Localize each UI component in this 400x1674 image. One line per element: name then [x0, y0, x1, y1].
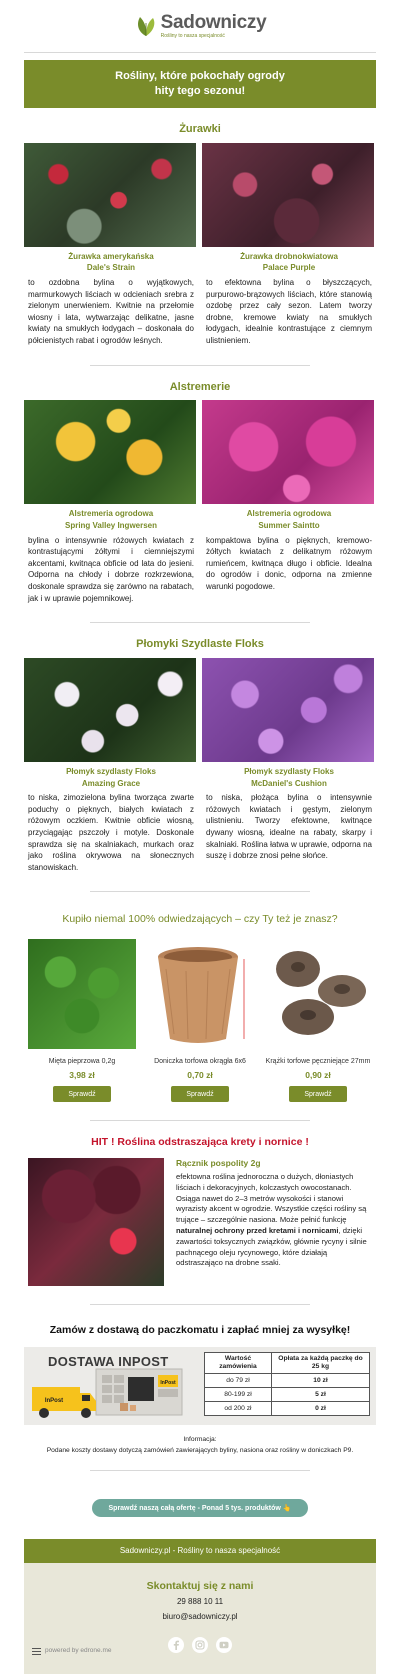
powered-by[interactable] — [32, 1647, 112, 1656]
header-divider — [24, 52, 376, 53]
peat-pot-icon — [146, 939, 254, 1049]
plant-photo[interactable] — [202, 400, 374, 504]
check-product-button[interactable]: Sprawdź — [53, 1086, 111, 1102]
table-header: Wartość zamówienia — [205, 1352, 272, 1373]
contact-title: Skontaktuj się z nami — [146, 1580, 254, 1593]
facebook-icon[interactable] — [168, 1637, 184, 1653]
table-row: 80-199 zł 5 zł — [205, 1387, 370, 1401]
plant-name[interactable]: Płomyk szydlasty Floks McDaniel's Cushion — [244, 767, 334, 788]
plant-photo[interactable] — [24, 143, 196, 247]
product-tile — [146, 939, 254, 1103]
footer-contact — [24, 1563, 376, 1674]
product-price: 3,98 zł — [69, 1069, 95, 1080]
section-divider — [90, 622, 310, 623]
section-title-alstremerie: Alstremerie — [169, 380, 231, 393]
hit-title: HIT ! Roślina odstraszająca krety i nornice ! — [91, 1136, 309, 1149]
product-tile — [28, 939, 136, 1103]
section-divider — [90, 1304, 310, 1305]
footer-bar-text: Sadowniczy.pl - Rośliny to nasza specjalność — [119, 1545, 281, 1555]
bestsellers-products — [0, 939, 400, 1103]
peat-pellets-icon — [264, 939, 372, 1049]
section-title-plomyki: Płomyki Szydlaste Floks — [136, 638, 264, 651]
youtube-icon[interactable] — [216, 1637, 232, 1653]
product-price: 0,70 zł — [187, 1069, 213, 1080]
powered-text: powered by edrone.me — [45, 1647, 112, 1655]
check-product-button[interactable]: Sprawdź — [171, 1086, 229, 1102]
plant-name[interactable]: Płomyk szydlasty Floks Amazing Grace — [66, 767, 156, 788]
hit-product-description: efektowna roślina jednoroczna o dużych, dłoniastych liściach i dekoracyjnych, kolczastych owocostanach. Osiąga nawet do 2–3 metrów wysokości i stanowi wyrazisty akcent w ogrodzie. Wszystkie części rośliny są trujące – szczególnie nasiona. Może pełnić funkcję naturalnej ochrony przed kretami i nornicami, dzięki zawartości toksycznych związków, głównie rycyny i silnie pachnącego oleju rycynowego, które działają odstraszająco na drobne ssaki. — [176, 1172, 367, 1268]
plant-description: to niska, płożąca bylina o intensywnie różowych kwiatach i gęstym, zielonym ulistnieniu. Tworzy efektowne, kwitnące dywany wiosną, idealne na rabaty, skarpy i skalniaki. Roślina łatwa w uprawie, odporna na suszę i dobrze znosi pełne słońce. — [206, 793, 372, 861]
product-card[interactable] — [202, 143, 376, 347]
leaf-logo-icon — [134, 15, 158, 37]
table-row: do 79 zł 10 zł — [205, 1373, 370, 1387]
product-name[interactable]: Krążki torfowe pęczniejące 27mm — [265, 1057, 371, 1065]
table-header: Opłata za każdą paczkę do 25 kg — [271, 1352, 369, 1373]
product-card[interactable] — [202, 400, 376, 604]
hero-banner — [24, 60, 376, 108]
product-card[interactable] — [24, 658, 198, 873]
product-image[interactable] — [28, 939, 136, 1049]
full-offer-button[interactable]: Sprawdź naszą całą ofertę - Ponad 5 tys. produktów 👆 — [92, 1499, 308, 1517]
inpost-truck-locker-icon — [24, 1347, 202, 1425]
product-image[interactable] — [264, 939, 372, 1049]
plant-photo[interactable] — [24, 400, 196, 504]
plant-name[interactable]: Żurawka amerykańska Dale's Strain — [68, 251, 154, 273]
locker-brand: InPost — [160, 1379, 176, 1386]
hit-product — [0, 1158, 400, 1286]
check-product-button[interactable]: Sprawdź — [289, 1086, 347, 1102]
plant-description: kompaktowa bylina o pięknych, kremowo-żółtych kwiatach z delikatnym różowym rumieńcem, kwitnąca długo i obficie. Idealna do ogrodów i donic, odporna na zmienne warunki pogodowe. — [206, 535, 372, 591]
plant-description: to ozdobna bylina o wyjątkowych, marmurkowych liściach w odcieniach srebra z zielonym unerwieniem. Kwitnie na przełomie wiosny i lata, wytwarzając delikatne, jasne kwiaty na smukłych łodygach – doskonała do półcienistych rabat i ogrodów leśnych. — [28, 278, 194, 345]
edrone-menu-icon — [32, 1648, 41, 1655]
truck-brand: InPost — [44, 1397, 64, 1404]
shipping-info — [0, 1435, 400, 1456]
product-card[interactable] — [202, 658, 376, 873]
section-divider — [90, 891, 310, 892]
plant-name[interactable]: Alstremeria ogrodowa Spring Valley Ingwersen — [64, 509, 158, 531]
footer-bar — [24, 1539, 376, 1563]
section-divider — [90, 1120, 310, 1121]
product-name[interactable]: Doniczka torfowa okrągła 6x6 — [154, 1057, 246, 1065]
info-label: Informacja: — [183, 1435, 217, 1443]
info-text: Podane koszty dostawy dotyczą zamówień zawierających byliny, nasiona oraz rośliny w doniczkach P9. — [46, 1446, 354, 1454]
section-title-zurawki: Żurawki — [179, 123, 221, 135]
product-card[interactable] — [24, 400, 198, 604]
shipping-fee-table — [204, 1352, 370, 1416]
plant-name[interactable]: Żurawka drobnokwiatowa Palace Purple — [240, 251, 338, 273]
product-name[interactable]: Mięta pieprzowa 0,2g — [48, 1057, 116, 1065]
plant-name[interactable]: Alstremeria ogrodowa Summer Saintto — [246, 509, 332, 531]
section-alstremerie — [0, 400, 400, 604]
logo[interactable] — [134, 13, 267, 40]
email-link[interactable]: biuro@sadowniczy.pl — [162, 1612, 238, 1622]
phone-number[interactable]: 29 888 10 11 — [176, 1597, 224, 1607]
castor-plant-photo[interactable] — [28, 1158, 164, 1286]
plant-description: to efektowna bylina o błyszczących, purpurowo-brązowych liściach, które stanowią ozdobę przez cały sezon. Latem tworzy drobne, kremowe kwiaty na smukłych łodygach, idealnie kontrastujące z ciemnym ulistnieniem. — [206, 278, 372, 345]
plant-photo[interactable] — [202, 658, 374, 762]
product-price: 0,90 zł — [305, 1069, 331, 1080]
bestsellers-title: Kupiło niemal 100% odwiedzających – czy Ty też je znasz? — [62, 913, 338, 926]
plant-photo[interactable] — [24, 658, 196, 762]
plant-photo[interactable] — [202, 143, 374, 247]
header — [0, 0, 400, 52]
plant-description: to niska, zimozielona bylina tworząca zwarte poduchy o pięknych, białych kwiatach z różowym oczkiem. Kwitnie obficie wiosną, przyciągając pszczoły i motyle. Doskonale sprawdza się na skalniakach, murkach oraz jako roślina okrywowa na słonecznych stanowiskach. — [28, 793, 194, 872]
product-card[interactable] — [24, 143, 198, 347]
inpost-delivery-banner[interactable] — [24, 1347, 376, 1425]
logo-name: Sadowniczy — [160, 11, 267, 33]
inpost-title: DOSTAWA INPOST — [48, 1353, 169, 1369]
instagram-icon[interactable] — [192, 1637, 208, 1653]
section-divider — [90, 365, 310, 366]
table-row: od 200 zł 0 zł — [205, 1401, 370, 1415]
plant-description: bylina o intensywnie różowych kwiatach z kontrastującymi żółtymi i ciemniejszymi akcentami, kwitnąca obficie od lata do jesieni. Odporna na chłody i dobrze rozkrzewiona, doskonale sprawdza się zarówno na rabatach, jak i w uprawie pojemnikowej. — [28, 535, 194, 603]
hit-product-name[interactable]: Rącznik pospolity 2g — [176, 1157, 261, 1168]
logo-tagline: Rośliny to nasza specjalność — [160, 32, 225, 39]
delivery-title: Zamów z dostawą do paczkomatu i zapłać mniej za wysyłkę! — [49, 1323, 351, 1336]
product-image[interactable] — [146, 939, 254, 1049]
banner-text: Rośliny, które pokochały ogrody hity tego sezonu! — [115, 69, 285, 97]
section-zurawki — [0, 143, 400, 347]
product-tile — [264, 939, 372, 1103]
section-plomyki — [0, 658, 400, 873]
section-divider — [90, 1470, 310, 1471]
